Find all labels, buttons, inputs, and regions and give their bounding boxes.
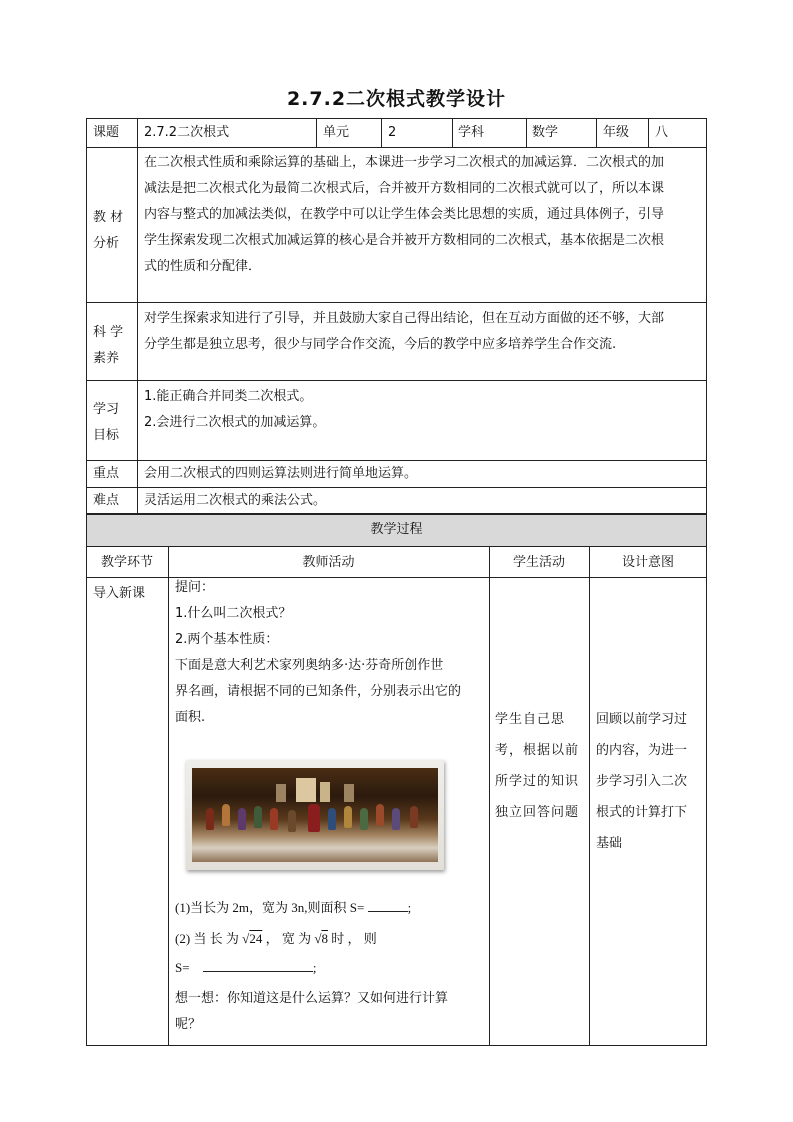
material-analysis-label: 教 材 分析 — [93, 210, 124, 251]
answer-blank-1 — [368, 897, 408, 912]
answer-blank-2 — [203, 957, 313, 972]
teacher-activity-text: 提问： 1.什么叫二次根式？ 2.两个基本性质： 下面是意大利艺术家列奥纳多·达·芬奇所创作世 界名画，请根据不同的已知条件，分别表示出它的 面积. — [175, 580, 462, 725]
subject-value: 数学 — [532, 125, 559, 140]
unit-label: 单元 — [323, 125, 350, 140]
col-header-stage: 教学环节 — [100, 555, 153, 570]
student-activity-text: 学生自己思 考，根据以前 所学过的知识 独立回答问题 — [495, 712, 580, 820]
design-intent-text: 回顾以前学习过 的内容，为进一 步学习引入二次 根式的计算打下 基础 — [596, 712, 688, 851]
col-header-teacher: 教师活动 — [302, 555, 355, 570]
document-title: 2.7.2二次根式教学设计 — [286, 88, 507, 110]
think-prompt: 想一想：你知道这是什么运算？又如何进行计算 呢？ — [175, 991, 449, 1032]
col-header-intent: 设计意图 — [621, 555, 674, 570]
science-literacy-text: 对学生探索求知进行了引导，并且鼓励大家自己得出结论，但在互动方面做的还不够，大部 分学生都是独立思考，很少与同学合作交流，今后的教学中应多培养学生合作交流. — [144, 311, 665, 352]
key-point-label: 重点 — [93, 466, 120, 481]
learning-goal-item: 1.能正确合并同类二次根式。 — [144, 389, 313, 404]
learning-goals-label: 学习 目标 — [93, 402, 120, 443]
difficulty-text: 灵活运用二次根式的乘法公式。 — [144, 493, 327, 508]
unit-value: 2 — [388, 125, 397, 140]
learning-goal-item: 2.会进行二次根式的加减运算。 — [144, 415, 326, 430]
question-2-answer: S= ; — [175, 955, 485, 981]
sqrt-8: √8 — [314, 931, 328, 946]
grade-label: 年级 — [603, 125, 630, 140]
key-point-text: 会用二次根式的四则运算法则进行简单地运算。 — [144, 466, 418, 481]
last-supper-painting — [186, 760, 444, 870]
grade-value: 八 — [655, 125, 669, 140]
topic-label: 课题 — [93, 125, 120, 140]
process-section-title: 教学过程 — [370, 522, 423, 537]
material-analysis-text: 在二次根式性质和乘除运算的基础上，本课进一步学习二次根式的加减运算．二次根式的加 减法是把二次根式化为最简二次根式后，合并被开方数相同的二次根式就可以了，所以本课 内容与整式的加减法类似，在教学中可以让学生体会类比思想的实质，通过具体例子，引导 学生探索发现二次根式加减运算的核心是合并被开方数相同的二次根式，基本依据是二次根 式的性质和分配律． — [144, 155, 665, 274]
science-literacy-label: 科 学 素养 — [93, 325, 124, 366]
topic-value: 2.7.2二次根式 — [144, 125, 230, 140]
difficulty-label: 难点 — [93, 493, 120, 508]
sqrt-24: √24 — [242, 931, 263, 946]
question-2: (2) 当 长 为 √24 ， 宽 为 √8 时 ， 则 — [175, 931, 377, 946]
learning-goals-list — [144, 384, 704, 436]
col-header-student: 学生活动 — [512, 555, 565, 570]
subject-label: 学科 — [458, 125, 485, 140]
question-1: (1)当长为 2m，宽为 3n,则面积 S= ; — [175, 895, 485, 921]
stage-label: 导入新课 — [93, 586, 146, 601]
